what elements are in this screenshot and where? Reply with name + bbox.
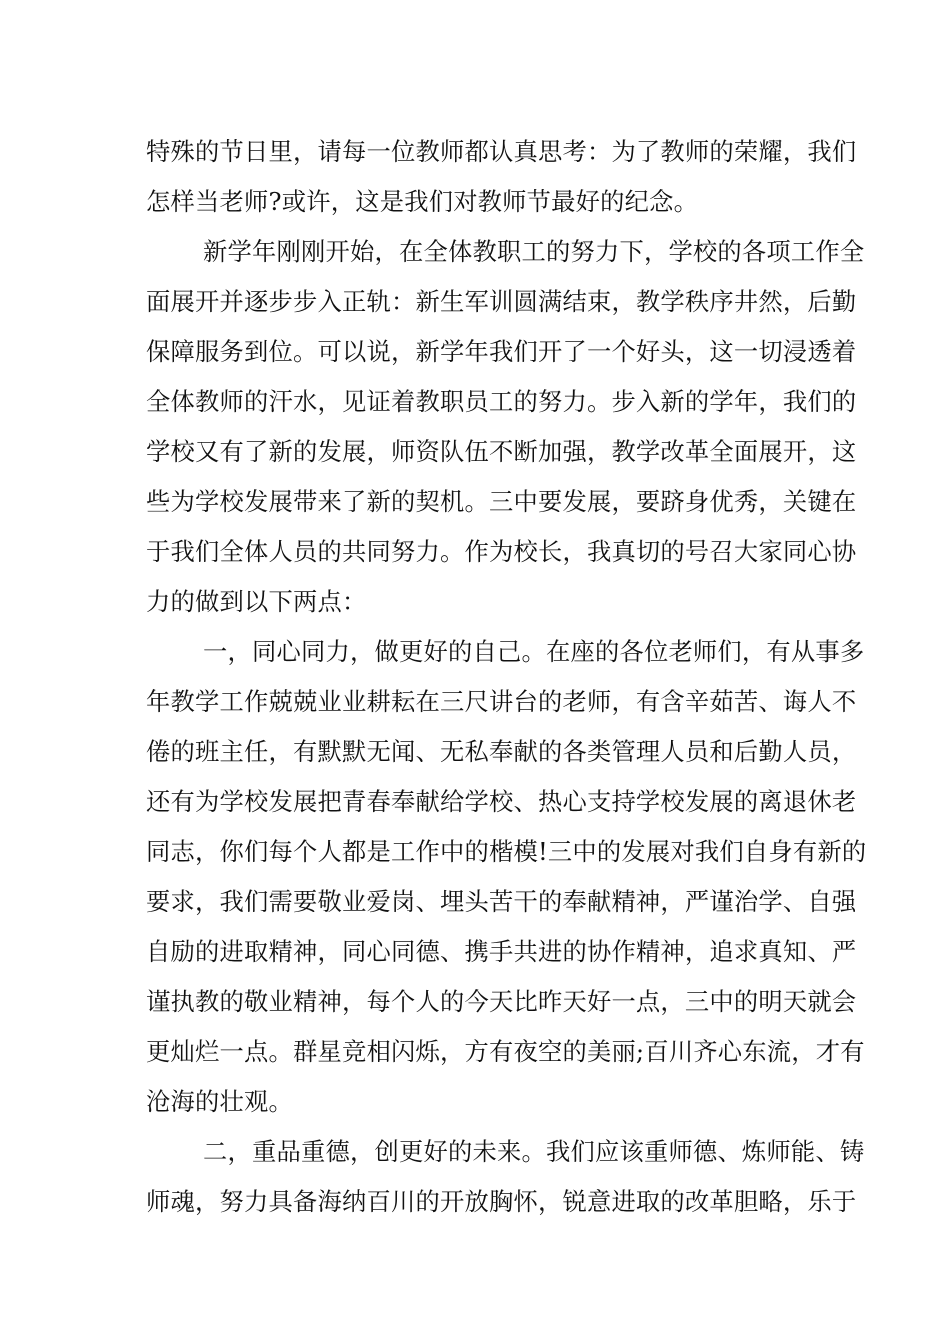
text-line: 师魂，努力具备海纳百川的开放胸怀，锐意进取的改革胆略，乐于 (146, 1187, 857, 1216)
text-line: 年教学工作兢兢业业耕耘在三尺讲台的老师，有含辛茹苦、诲人不 (146, 687, 857, 716)
text-line: 怎样当老师?或许，这是我们对教师节最好的纪念。 (146, 187, 699, 216)
text-line: 全体教师的汗水，见证着教职员工的努力。步入新的学年，我们的 (146, 387, 857, 416)
text-line: 同志，你们每个人都是工作中的楷模!三中的发展对我们自身有新的 (146, 837, 867, 866)
text-line: 些为学校发展带来了新的契机。三中要发展，要跻身优秀，关键在 (146, 487, 857, 516)
text-line: 还有为学校发展把青春奉献给学校、热心支持学校发展的离退休老 (146, 787, 857, 816)
text-line: 特殊的节日里，请每一位教师都认真思考：为了教师的荣耀，我们 (146, 137, 857, 166)
paragraph-first-line: 一，同心同力，做更好的自己。在座的各位老师们，有从事多 (203, 637, 865, 666)
paragraph-first-line: 二，重品重德，创更好的未来。我们应该重师德、炼师能、铸 (203, 1137, 865, 1166)
paragraph-first-line: 新学年刚刚开始，在全体教职工的努力下，学校的各项工作全 (203, 237, 865, 266)
text-line: 要求，我们需要敬业爱岗、埋头苦干的奉献精神，严谨治学、自强 (146, 887, 857, 916)
text-line: 学校又有了新的发展，师资队伍不断加强，教学改革全面展开，这 (146, 437, 857, 466)
text-line: 沧海的壮观。 (146, 1087, 293, 1116)
text-line: 力的做到以下两点： (146, 587, 367, 616)
text-line: 更灿烂一点。群星竞相闪烁，方有夜空的美丽;百川齐心东流，才有 (146, 1037, 865, 1066)
text-line: 谨执教的敬业精神，每个人的今天比昨天好一点，三中的明天就会 (146, 987, 857, 1016)
text-line: 于我们全体人员的共同努力。作为校长，我真切的号召大家同心协 (146, 537, 857, 566)
text-line: 自励的进取精神，同心同德、携手共进的协作精神，追求真知、严 (146, 937, 857, 966)
text-line: 保障服务到位。可以说，新学年我们开了一个好头，这一切浸透着 (146, 337, 857, 366)
text-line: 面展开并逐步步入正轨：新生军训圆满结束，教学秩序井然，后勤 (146, 287, 857, 316)
text-line: 倦的班主任，有默默无闻、无私奉献的各类管理人员和后勤人员， (146, 737, 857, 766)
